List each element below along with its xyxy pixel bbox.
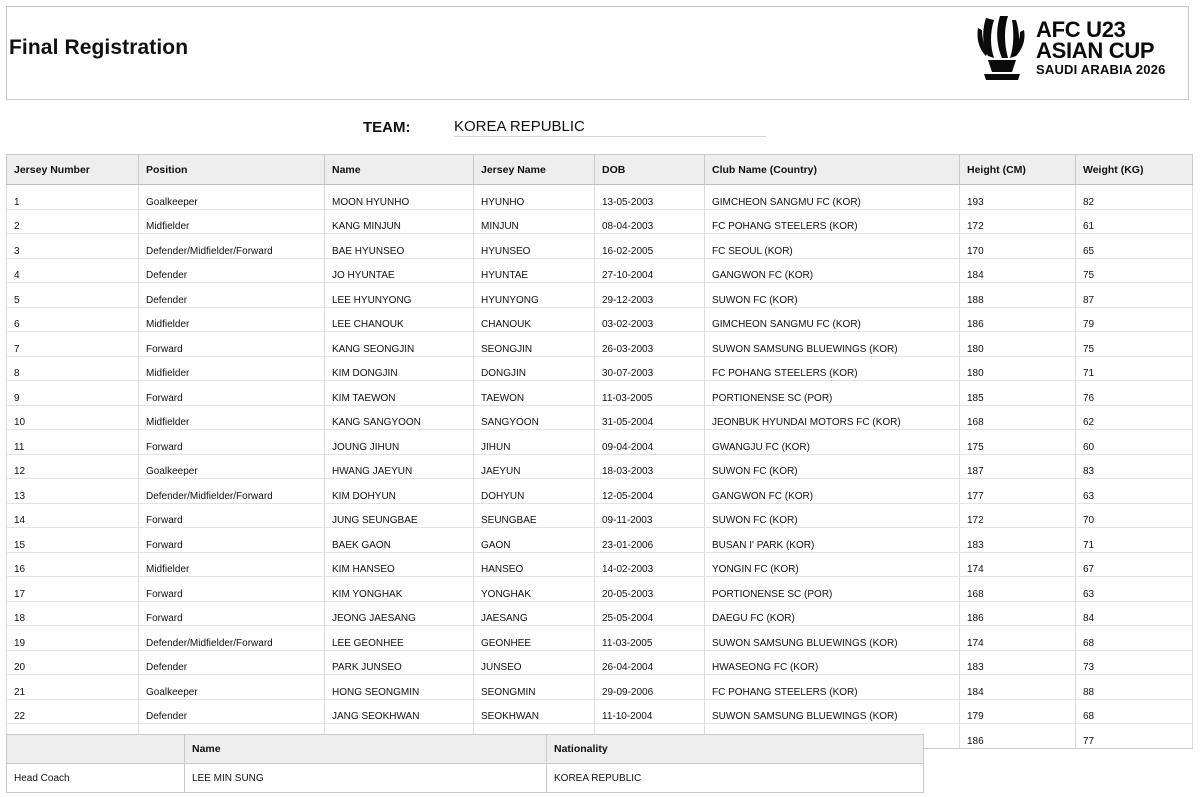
jersey-name-cell: MINJUN [474,209,595,234]
position-cell: Defender [139,258,325,283]
table-row [7,601,1193,626]
club-cell: BUSAN I' PARK (KOR) [705,528,960,553]
staff-nationality-cell: KOREA REPUBLIC [547,764,924,793]
weight-cell: 82 [1076,185,1193,210]
jersey-number-cell: 7 [7,332,139,357]
jersey-name-cell: JAESANG [474,601,595,626]
club-cell: SUWON FC (KOR) [705,454,960,479]
weight-cell: 67 [1076,552,1193,577]
dob-cell: 29-12-2003 [595,283,705,308]
name-cell: BAE HYUNSEO [325,234,474,259]
dob-cell: 18-03-2003 [595,454,705,479]
dob-cell: 26-04-2004 [595,650,705,675]
logo-line-2: ASIAN CUP [1036,38,1155,63]
table-row [7,503,1193,528]
jersey-number-cell: 14 [7,503,139,528]
table-row [7,332,1193,357]
name-cell: KIM YONGHAK [325,577,474,602]
jersey-name-cell: SEOKHWAN [474,699,595,724]
position-cell: Midfielder [139,356,325,381]
position-cell: Goalkeeper [139,675,325,700]
dob-cell: 16-02-2005 [595,234,705,259]
table-row [7,381,1193,406]
height-cell: 168 [960,405,1076,430]
logo-line-3: SAUDI ARABIA 2026 [1036,62,1166,77]
club-cell: SUWON SAMSUNG BLUEWINGS (KOR) [705,626,960,651]
position-cell: Forward [139,528,325,553]
dob-cell: 30-07-2003 [595,356,705,381]
dob-cell: 23-01-2006 [595,528,705,553]
dob-cell: 25-05-2004 [595,601,705,626]
dob-cell: 09-11-2003 [595,503,705,528]
col-header-club: Club Name (Country) [705,155,960,185]
height-cell: 183 [960,528,1076,553]
name-cell: JEONG JAESANG [325,601,474,626]
weight-cell: 71 [1076,528,1193,553]
height-cell: 168 [960,577,1076,602]
staff-row [7,764,924,793]
club-cell: GIMCHEON SANGMU FC (KOR) [705,185,960,210]
dob-cell: 08-04-2003 [595,209,705,234]
weight-cell: 68 [1076,699,1193,724]
table-row [7,258,1193,283]
table-row [7,307,1193,332]
jersey-name-cell: JIHUN [474,430,595,455]
dob-cell: 31-05-2004 [595,405,705,430]
jersey-number-cell: 12 [7,454,139,479]
club-cell: PORTIONENSE SC (POR) [705,381,960,406]
weight-cell: 70 [1076,503,1193,528]
name-cell: KIM TAEWON [325,381,474,406]
name-cell: KIM HANSEO [325,552,474,577]
trophy-icon [972,14,1032,86]
height-cell: 186 [960,307,1076,332]
name-cell: JANG SEOKHWAN [325,699,474,724]
position-cell: Forward [139,601,325,626]
weight-cell: 62 [1076,405,1193,430]
club-cell: FC POHANG STEELERS (KOR) [705,356,960,381]
height-cell: 175 [960,430,1076,455]
position-cell: Forward [139,430,325,455]
jersey-name-cell: SEUNGBAE [474,503,595,528]
dob-cell: 11-03-2005 [595,381,705,406]
position-cell: Forward [139,332,325,357]
jersey-number-cell: 19 [7,626,139,651]
height-cell: 180 [960,332,1076,357]
jersey-number-cell: 11 [7,430,139,455]
jersey-number-cell: 4 [7,258,139,283]
logo-line-1: AFC U23 [1036,17,1126,42]
staff-table [6,734,924,793]
club-cell: SUWON SAMSUNG BLUEWINGS (KOR) [705,699,960,724]
position-cell: Midfielder [139,307,325,332]
position-cell: Defender [139,283,325,308]
dob-cell: 12-05-2004 [595,479,705,504]
name-cell: LEE HYUNYONG [325,283,474,308]
height-cell: 172 [960,503,1076,528]
height-cell: 183 [960,650,1076,675]
col-header-height: Height (CM) [960,155,1076,185]
table-row [7,626,1193,651]
club-cell: FC SEOUL (KOR) [705,234,960,259]
dob-cell: 03-02-2003 [595,307,705,332]
height-cell: 187 [960,454,1076,479]
dob-cell: 26-03-2003 [595,332,705,357]
position-cell: Defender/Midfielder/Forward [139,626,325,651]
name-cell: PARK JUNSEO [325,650,474,675]
club-cell: JEONBUK HYUNDAI MOTORS FC (KOR) [705,405,960,430]
club-cell: HWASEONG FC (KOR) [705,650,960,675]
staff-header-row [7,735,924,764]
jersey-name-cell: JAEYUN [474,454,595,479]
jersey-number-cell: 1 [7,185,139,210]
position-cell: Goalkeeper [139,454,325,479]
jersey-name-cell: SANGYOON [474,405,595,430]
club-cell: DAEGU FC (KOR) [705,601,960,626]
table-row [7,283,1193,308]
height-cell: 174 [960,626,1076,651]
jersey-number-cell: 17 [7,577,139,602]
position-cell: Goalkeeper [139,185,325,210]
weight-cell: 88 [1076,675,1193,700]
name-cell: KIM DOHYUN [325,479,474,504]
players-header-row [7,155,1193,185]
jersey-number-cell: 5 [7,283,139,308]
weight-cell: 63 [1076,479,1193,504]
jersey-name-cell: DOHYUN [474,479,595,504]
table-row [7,185,1193,210]
jersey-name-cell: SEONGMIN [474,675,595,700]
name-cell: BAEK GAON [325,528,474,553]
jersey-name-cell: TAEWON [474,381,595,406]
club-cell: GIMCHEON SANGMU FC (KOR) [705,307,960,332]
jersey-number-cell: 10 [7,405,139,430]
height-cell: 179 [960,699,1076,724]
jersey-name-cell: HYUNYONG [474,283,595,308]
team-value: KOREA REPUBLIC [454,118,766,137]
position-cell: Forward [139,577,325,602]
name-cell: HWANG JAEYUN [325,454,474,479]
weight-cell: 75 [1076,258,1193,283]
col-header-jersey-name: Jersey Name [474,155,595,185]
jersey-number-cell: 18 [7,601,139,626]
name-cell: JO HYUNTAE [325,258,474,283]
jersey-number-cell: 20 [7,650,139,675]
jersey-name-cell: CHANOUK [474,307,595,332]
weight-cell: 77 [1076,724,1193,749]
logo-text [1036,19,1166,77]
team-label: TEAM: [363,119,411,136]
weight-cell: 76 [1076,381,1193,406]
jersey-name-cell: GAON [474,528,595,553]
height-cell: 184 [960,675,1076,700]
table-row [7,209,1193,234]
weight-cell: 61 [1076,209,1193,234]
table-row [7,577,1193,602]
name-cell: LEE CHANOUK [325,307,474,332]
staff-role-cell: Head Coach [7,764,185,793]
table-row [7,356,1193,381]
height-cell: 174 [960,552,1076,577]
dob-cell: 11-10-2004 [595,699,705,724]
jersey-number-cell: 13 [7,479,139,504]
height-cell: 193 [960,185,1076,210]
staff-name-cell: LEE MIN SUNG [185,764,547,793]
jersey-name-cell: HANSEO [474,552,595,577]
weight-cell: 65 [1076,234,1193,259]
height-cell: 180 [960,356,1076,381]
dob-cell: 20-05-2003 [595,577,705,602]
dob-cell: 11-03-2005 [595,626,705,651]
jersey-name-cell: GEONHEE [474,626,595,651]
afc-u23-asian-cup-logo [972,14,1182,86]
dob-cell: 29-09-2006 [595,675,705,700]
name-cell: JOUNG JIHUN [325,430,474,455]
position-cell: Defender/Midfielder/Forward [139,479,325,504]
position-cell: Forward [139,381,325,406]
club-cell: SUWON FC (KOR) [705,283,960,308]
weight-cell: 87 [1076,283,1193,308]
page-title: Final Registration [9,36,189,59]
table-row [7,552,1193,577]
name-cell: KIM DONGJIN [325,356,474,381]
club-cell: GWANGJU FC (KOR) [705,430,960,455]
position-cell: Defender [139,699,325,724]
staff-col-header-nationality: Nationality [547,735,924,764]
weight-cell: 75 [1076,332,1193,357]
dob-cell: 14-02-2003 [595,552,705,577]
name-cell: LEE GEONHEE [325,626,474,651]
jersey-number-cell: 22 [7,699,139,724]
club-cell: GANGWON FC (KOR) [705,479,960,504]
name-cell: KANG SANGYOON [325,405,474,430]
position-cell: Midfielder [139,552,325,577]
col-header-weight: Weight (KG) [1076,155,1193,185]
position-cell: Midfielder [139,405,325,430]
position-cell: Forward [139,503,325,528]
weight-cell: 60 [1076,430,1193,455]
table-row [7,528,1193,553]
club-cell: GANGWON FC (KOR) [705,258,960,283]
jersey-number-cell: 2 [7,209,139,234]
table-row [7,650,1193,675]
table-row [7,699,1193,724]
height-cell: 170 [960,234,1076,259]
col-header-position: Position [139,155,325,185]
weight-cell: 73 [1076,650,1193,675]
height-cell: 185 [960,381,1076,406]
weight-cell: 68 [1076,626,1193,651]
name-cell: KANG MINJUN [325,209,474,234]
position-cell: Defender [139,650,325,675]
height-cell: 177 [960,479,1076,504]
dob-cell: 27-10-2004 [595,258,705,283]
position-cell: Midfielder [139,209,325,234]
jersey-name-cell: DONGJIN [474,356,595,381]
height-cell: 172 [960,209,1076,234]
jersey-number-cell: 21 [7,675,139,700]
table-row [7,454,1193,479]
col-header-jersey-number: Jersey Number [7,155,139,185]
club-cell: SUWON SAMSUNG BLUEWINGS (KOR) [705,332,960,357]
weight-cell: 79 [1076,307,1193,332]
staff-col-header-role [7,735,185,764]
height-cell: 186 [960,724,1076,749]
jersey-name-cell: JUNSEO [474,650,595,675]
jersey-name-cell: HYUNSEO [474,234,595,259]
jersey-number-cell: 15 [7,528,139,553]
height-cell: 184 [960,258,1076,283]
table-row [7,430,1193,455]
jersey-name-cell: YONGHAK [474,577,595,602]
club-cell: FC POHANG STEELERS (KOR) [705,675,960,700]
name-cell: MOON HYUNHO [325,185,474,210]
club-cell: FC POHANG STEELERS (KOR) [705,209,960,234]
table-row [7,405,1193,430]
jersey-number-cell: 3 [7,234,139,259]
jersey-number-cell: 6 [7,307,139,332]
players-table [6,154,1193,749]
staff-col-header-name: Name [185,735,547,764]
jersey-name-cell: HYUNTAE [474,258,595,283]
weight-cell: 63 [1076,577,1193,602]
col-header-dob: DOB [595,155,705,185]
position-cell: Defender/Midfielder/Forward [139,234,325,259]
jersey-number-cell: 8 [7,356,139,381]
dob-cell: 13-05-2003 [595,185,705,210]
table-row [7,234,1193,259]
club-cell: SUWON FC (KOR) [705,503,960,528]
name-cell: HONG SEONGMIN [325,675,474,700]
club-cell: PORTIONENSE SC (POR) [705,577,960,602]
jersey-name-cell: HYUNHO [474,185,595,210]
jersey-name-cell: SEONGJIN [474,332,595,357]
club-cell: YONGIN FC (KOR) [705,552,960,577]
table-row [7,675,1193,700]
height-cell: 186 [960,601,1076,626]
weight-cell: 83 [1076,454,1193,479]
height-cell: 188 [960,283,1076,308]
weight-cell: 84 [1076,601,1193,626]
dob-cell: 09-04-2004 [595,430,705,455]
jersey-number-cell: 9 [7,381,139,406]
name-cell: KANG SEONGJIN [325,332,474,357]
weight-cell: 71 [1076,356,1193,381]
jersey-number-cell: 16 [7,552,139,577]
col-header-name: Name [325,155,474,185]
name-cell: JUNG SEUNGBAE [325,503,474,528]
table-row [7,479,1193,504]
